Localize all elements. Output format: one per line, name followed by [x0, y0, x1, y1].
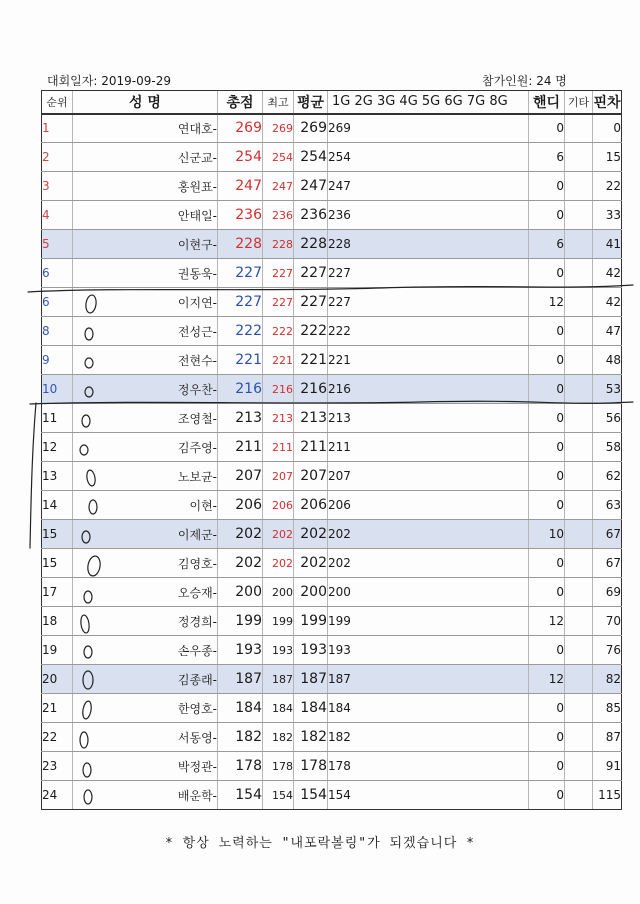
cell-diff: 91 — [593, 752, 622, 781]
cell-rank: 24 — [42, 781, 73, 810]
cell-avg: 211 — [294, 433, 328, 462]
cell-rank: 11 — [42, 404, 73, 433]
cell-handicap: 0 — [529, 462, 565, 491]
cell-diff: 87 — [593, 723, 622, 752]
cell-name: 조영철- — [73, 404, 218, 433]
cell-total: 211 — [218, 433, 263, 462]
pen-bracket-line — [30, 403, 36, 548]
cell-handicap: 0 — [529, 636, 565, 665]
cell-total: 247 — [218, 172, 263, 201]
cell-avg: 254 — [294, 143, 328, 172]
cell-diff: 67 — [593, 520, 622, 549]
cell-etc — [565, 694, 593, 723]
cell-high: 213 — [263, 404, 294, 433]
table-row — [42, 172, 622, 201]
cell-avg: 216 — [294, 375, 328, 404]
cell-etc — [565, 491, 593, 520]
col-handicap: 핸디 — [529, 91, 565, 114]
participant-count: 참가인원: 24 명 — [482, 74, 567, 88]
cell-games: 254 — [328, 143, 529, 172]
cell-name: 이제군- — [73, 520, 218, 549]
cell-name: 신군교- — [73, 143, 218, 172]
cell-handicap: 0 — [529, 259, 565, 288]
table-row — [42, 317, 622, 346]
cell-avg: 154 — [294, 781, 328, 810]
cell-name: 한영호- — [73, 694, 218, 723]
cell-etc — [565, 636, 593, 665]
cell-total: 216 — [218, 375, 263, 404]
table-row — [42, 520, 622, 549]
cell-total: 227 — [218, 259, 263, 288]
cell-diff: 63 — [593, 491, 622, 520]
cell-total: 206 — [218, 491, 263, 520]
cell-name: 손우종- — [73, 636, 218, 665]
cell-total: 200 — [218, 578, 263, 607]
cell-name: 이지연- — [73, 288, 218, 317]
cell-total: 207 — [218, 462, 263, 491]
cell-rank: 23 — [42, 752, 73, 781]
cell-high: 178 — [263, 752, 294, 781]
cell-diff: 85 — [593, 694, 622, 723]
table-row — [42, 723, 622, 752]
header-row — [42, 91, 622, 114]
cell-games: 202 — [328, 520, 529, 549]
cell-high: 184 — [263, 694, 294, 723]
cell-high: 227 — [263, 259, 294, 288]
cell-diff: 22 — [593, 172, 622, 201]
cell-name: 오승재- — [73, 578, 218, 607]
cell-avg: 207 — [294, 462, 328, 491]
cell-rank: 14 — [42, 491, 73, 520]
cell-diff: 69 — [593, 578, 622, 607]
cell-avg: 199 — [294, 607, 328, 636]
footer-slogan: * 항상 노력하는 "내포락볼링"가 되겠습니다 * — [165, 836, 475, 851]
cell-total: 228 — [218, 230, 263, 259]
cell-avg: 206 — [294, 491, 328, 520]
cell-handicap: 0 — [529, 317, 565, 346]
cell-name: 배운학- — [73, 781, 218, 810]
cell-games: 213 — [328, 404, 529, 433]
cell-name: 박정관- — [73, 752, 218, 781]
cell-rank: 4 — [42, 201, 73, 230]
cell-avg: 236 — [294, 201, 328, 230]
cell-etc — [565, 665, 593, 694]
cell-rank: 17 — [42, 578, 73, 607]
table-row — [42, 607, 622, 636]
cell-high: 200 — [263, 578, 294, 607]
cell-etc — [565, 607, 593, 636]
cell-avg: 202 — [294, 520, 328, 549]
cell-etc — [565, 114, 593, 143]
cell-high: 227 — [263, 288, 294, 317]
table-row — [42, 143, 622, 172]
cell-handicap: 0 — [529, 781, 565, 810]
cell-etc — [565, 317, 593, 346]
cell-diff: 41 — [593, 230, 622, 259]
cell-diff: 0 — [593, 114, 622, 143]
cell-high: 221 — [263, 346, 294, 375]
cell-name: 정우찬- — [73, 375, 218, 404]
cell-name: 정경희- — [73, 607, 218, 636]
cell-rank: 19 — [42, 636, 73, 665]
cell-games: 236 — [328, 201, 529, 230]
cell-handicap: 12 — [529, 607, 565, 636]
cell-avg: 222 — [294, 317, 328, 346]
table-row — [42, 549, 622, 578]
cell-etc — [565, 143, 593, 172]
cell-high: 206 — [263, 491, 294, 520]
cell-games: 206 — [328, 491, 529, 520]
cell-handicap: 6 — [529, 143, 565, 172]
cell-etc — [565, 404, 593, 433]
cell-handicap: 0 — [529, 694, 565, 723]
cell-handicap: 12 — [529, 288, 565, 317]
table-row — [42, 114, 622, 143]
cell-handicap: 0 — [529, 549, 565, 578]
cell-diff: 82 — [593, 665, 622, 694]
cell-games: 211 — [328, 433, 529, 462]
cell-diff: 62 — [593, 462, 622, 491]
col-avg: 평균 — [294, 91, 328, 114]
cell-games: 193 — [328, 636, 529, 665]
cell-high: 269 — [263, 114, 294, 143]
cell-games: 221 — [328, 346, 529, 375]
table-row — [42, 433, 622, 462]
cell-diff: 42 — [593, 259, 622, 288]
cell-etc — [565, 288, 593, 317]
cell-high: 228 — [263, 230, 294, 259]
cell-high: 247 — [263, 172, 294, 201]
cell-games: 207 — [328, 462, 529, 491]
col-name: 성 명 — [73, 91, 218, 114]
table-row — [42, 230, 622, 259]
table-row — [42, 462, 622, 491]
cell-rank: 10 — [42, 375, 73, 404]
cell-games: 199 — [328, 607, 529, 636]
cell-avg: 221 — [294, 346, 328, 375]
cell-total: 236 — [218, 201, 263, 230]
cell-games: 187 — [328, 665, 529, 694]
cell-games: 178 — [328, 752, 529, 781]
cell-games: 227 — [328, 288, 529, 317]
table-row — [42, 404, 622, 433]
cell-name: 연대호- — [73, 114, 218, 143]
cell-diff: 76 — [593, 636, 622, 665]
col-diff: 핀차 — [593, 91, 622, 114]
cell-handicap: 0 — [529, 752, 565, 781]
cell-name: 권동욱- — [73, 259, 218, 288]
table-row — [42, 665, 622, 694]
cell-avg: 187 — [294, 665, 328, 694]
cell-total: 269 — [218, 114, 263, 143]
cell-total: 199 — [218, 607, 263, 636]
table-row — [42, 636, 622, 665]
cell-etc — [565, 230, 593, 259]
cell-etc — [565, 723, 593, 752]
cell-total: 202 — [218, 549, 263, 578]
cell-diff: 53 — [593, 375, 622, 404]
cell-total: 221 — [218, 346, 263, 375]
cell-rank: 15 — [42, 520, 73, 549]
cell-avg: 227 — [294, 259, 328, 288]
cell-games: 200 — [328, 578, 529, 607]
cell-avg: 200 — [294, 578, 328, 607]
cell-total: 213 — [218, 404, 263, 433]
cell-rank: 15 — [42, 549, 73, 578]
table-row — [42, 491, 622, 520]
cell-rank: 21 — [42, 694, 73, 723]
cell-high: 202 — [263, 520, 294, 549]
cell-name: 홍원표- — [73, 172, 218, 201]
table-row — [42, 375, 622, 404]
cell-rank: 6 — [42, 259, 73, 288]
cell-etc — [565, 433, 593, 462]
cell-avg: 178 — [294, 752, 328, 781]
cell-total: 193 — [218, 636, 263, 665]
cell-games: 202 — [328, 549, 529, 578]
cell-avg: 182 — [294, 723, 328, 752]
cell-handicap: 0 — [529, 433, 565, 462]
cell-high: 154 — [263, 781, 294, 810]
cell-etc — [565, 462, 593, 491]
cell-high: 216 — [263, 375, 294, 404]
cell-rank: 2 — [42, 143, 73, 172]
cell-handicap: 0 — [529, 578, 565, 607]
cell-etc — [565, 752, 593, 781]
cell-name: 전성근- — [73, 317, 218, 346]
cell-total: 254 — [218, 143, 263, 172]
cell-etc — [565, 520, 593, 549]
cell-diff: 15 — [593, 143, 622, 172]
cell-name: 전현수- — [73, 346, 218, 375]
cell-etc — [565, 346, 593, 375]
cell-avg: 193 — [294, 636, 328, 665]
cell-rank: 20 — [42, 665, 73, 694]
cell-handicap: 0 — [529, 114, 565, 143]
cell-name: 김영호- — [73, 549, 218, 578]
cell-rank: 18 — [42, 607, 73, 636]
cell-etc — [565, 259, 593, 288]
cell-etc — [565, 549, 593, 578]
table-row — [42, 201, 622, 230]
cell-etc — [565, 375, 593, 404]
cell-etc — [565, 172, 593, 201]
cell-name: 이현구- — [73, 230, 218, 259]
cell-rank: 12 — [42, 433, 73, 462]
cell-high: 187 — [263, 665, 294, 694]
cell-handicap: 0 — [529, 404, 565, 433]
cell-total: 222 — [218, 317, 263, 346]
cell-diff: 33 — [593, 201, 622, 230]
cell-games: 228 — [328, 230, 529, 259]
cell-games: 227 — [328, 259, 529, 288]
col-games: 1G 2G 3G 4G 5G 6G 7G 8G — [328, 91, 529, 114]
cell-games: 269 — [328, 114, 529, 143]
cell-handicap: 0 — [529, 491, 565, 520]
col-etc: 기타 — [565, 91, 593, 114]
cell-name: 이현- — [73, 491, 218, 520]
cell-games: 222 — [328, 317, 529, 346]
cell-diff: 42 — [593, 288, 622, 317]
cell-diff: 58 — [593, 433, 622, 462]
cell-name: 김주영- — [73, 433, 218, 462]
cell-diff: 70 — [593, 607, 622, 636]
cell-etc — [565, 578, 593, 607]
cell-etc — [565, 201, 593, 230]
cell-total: 154 — [218, 781, 263, 810]
cell-high: 254 — [263, 143, 294, 172]
cell-name: 노보균- — [73, 462, 218, 491]
cell-total: 184 — [218, 694, 263, 723]
cell-handicap: 0 — [529, 375, 565, 404]
cell-diff: 47 — [593, 317, 622, 346]
cell-diff: 115 — [593, 781, 622, 810]
table-row — [42, 781, 622, 810]
cell-diff: 67 — [593, 549, 622, 578]
cell-etc — [565, 781, 593, 810]
table-row — [42, 259, 622, 288]
cell-rank: 6 — [42, 288, 73, 317]
cell-total: 182 — [218, 723, 263, 752]
cell-rank: 22 — [42, 723, 73, 752]
cell-total: 178 — [218, 752, 263, 781]
table-row — [42, 346, 622, 375]
cell-avg: 228 — [294, 230, 328, 259]
cell-name: 김종래- — [73, 665, 218, 694]
cell-name: 서동영- — [73, 723, 218, 752]
table-row — [42, 752, 622, 781]
table-row — [42, 694, 622, 723]
cell-avg: 247 — [294, 172, 328, 201]
cell-handicap: 0 — [529, 172, 565, 201]
cell-handicap: 12 — [529, 665, 565, 694]
cell-avg: 227 — [294, 288, 328, 317]
cell-total: 187 — [218, 665, 263, 694]
score-table — [41, 90, 622, 810]
table-row — [42, 578, 622, 607]
cell-handicap: 0 — [529, 346, 565, 375]
cell-high: 236 — [263, 201, 294, 230]
col-rank: 순위 — [42, 91, 73, 114]
col-high: 최고 — [263, 91, 294, 114]
cell-high: 222 — [263, 317, 294, 346]
cell-avg: 213 — [294, 404, 328, 433]
cell-avg: 184 — [294, 694, 328, 723]
event-date: 대회일자: 2019-09-29 — [47, 74, 171, 88]
cell-diff: 48 — [593, 346, 622, 375]
cell-total: 227 — [218, 288, 263, 317]
cell-high: 207 — [263, 462, 294, 491]
cell-rank: 1 — [42, 114, 73, 143]
cell-games: 182 — [328, 723, 529, 752]
cell-rank: 13 — [42, 462, 73, 491]
cell-avg: 202 — [294, 549, 328, 578]
cell-handicap: 0 — [529, 723, 565, 752]
table-row — [42, 288, 622, 317]
cell-rank: 5 — [42, 230, 73, 259]
cell-avg: 269 — [294, 114, 328, 143]
cell-games: 154 — [328, 781, 529, 810]
cell-rank: 9 — [42, 346, 73, 375]
cell-games: 184 — [328, 694, 529, 723]
cell-high: 182 — [263, 723, 294, 752]
cell-rank: 3 — [42, 172, 73, 201]
cell-handicap: 10 — [529, 520, 565, 549]
col-total: 총점 — [218, 91, 263, 114]
cell-diff: 56 — [593, 404, 622, 433]
cell-handicap: 6 — [529, 230, 565, 259]
cell-high: 211 — [263, 433, 294, 462]
cell-games: 216 — [328, 375, 529, 404]
cell-handicap: 0 — [529, 201, 565, 230]
cell-name: 안태일- — [73, 201, 218, 230]
cell-total: 202 — [218, 520, 263, 549]
cell-rank: 8 — [42, 317, 73, 346]
cell-high: 202 — [263, 549, 294, 578]
cell-games: 247 — [328, 172, 529, 201]
cell-high: 199 — [263, 607, 294, 636]
cell-high: 193 — [263, 636, 294, 665]
